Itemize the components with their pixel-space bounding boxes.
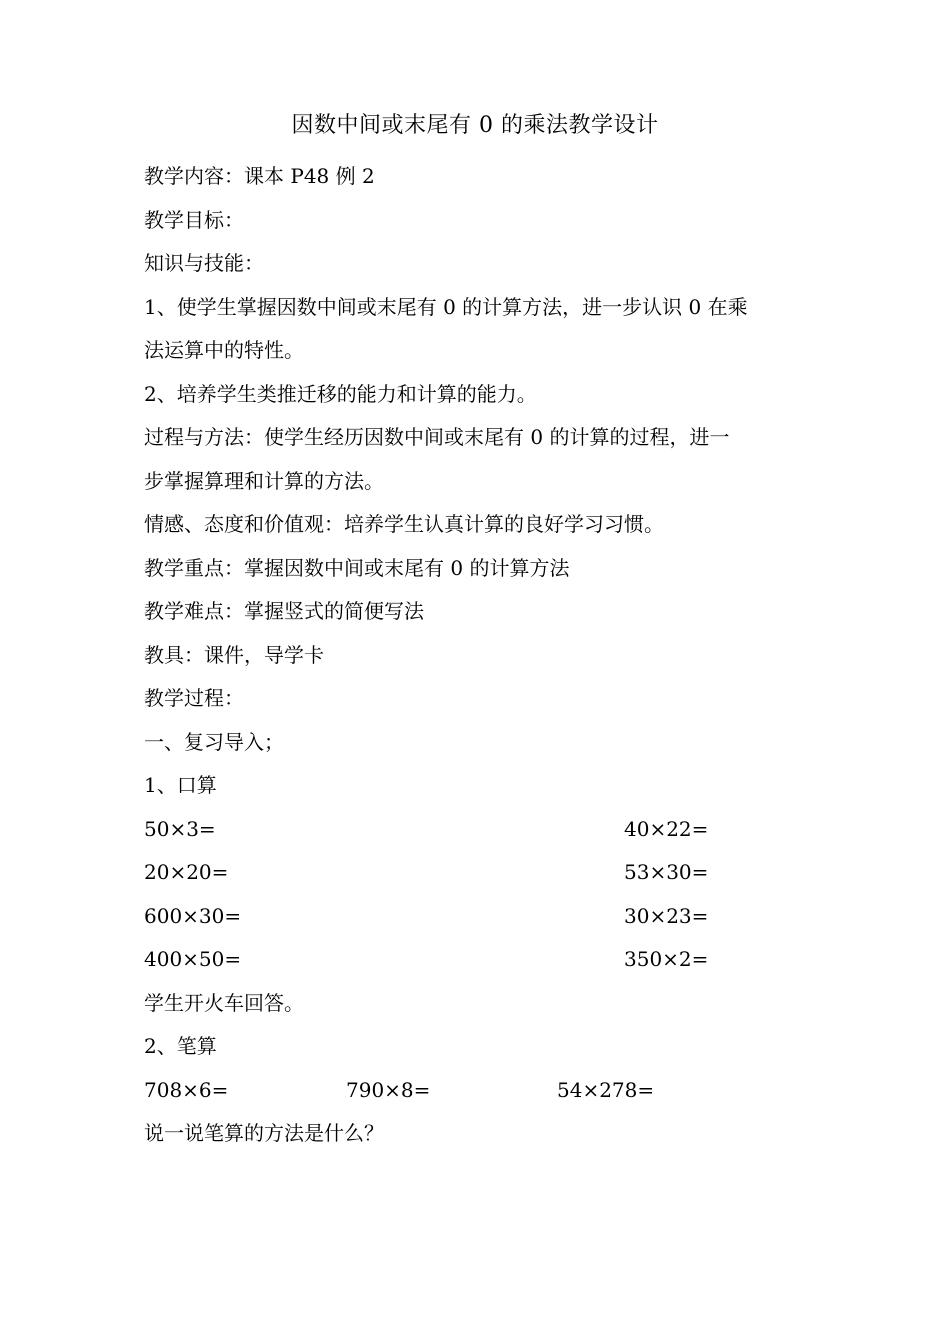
oral-item: 40×22= (624, 816, 709, 841)
oral-item: 600×30= (144, 903, 242, 928)
goal-1-line-1: 1、使学生掌握因数中间或末尾有 0 的计算方法，进一步认识 0 在乘 (144, 294, 748, 319)
oral-row (144, 851, 814, 895)
process-method-line-1: 过程与方法：使学生经历因数中间或末尾有 0 的计算的过程，进一 (144, 425, 730, 449)
written-item: 54×278= (557, 1077, 655, 1102)
oral-item: 50×3= (144, 816, 216, 841)
written-item: 708×6= (144, 1077, 229, 1102)
goals-heading: 教学目标： (144, 207, 244, 232)
oral-heading: 1、口算 (144, 773, 217, 797)
oral-row (144, 938, 814, 982)
difficulty: 教学难点：掌握竖式的简便写法 (144, 599, 424, 623)
document-body (144, 155, 814, 1156)
oral-item: 53×30= (624, 860, 709, 884)
oral-row (144, 808, 814, 852)
oral-item: 30×23= (624, 903, 709, 928)
key-point: 教学重点：掌握因数中间或末尾有 0 的计算方法 (144, 555, 570, 580)
goal-1-line-2: 法运算中的特性。 (144, 338, 304, 362)
goal-2: 2、培养学生类推迁移的能力和计算的能力。 (144, 381, 537, 406)
knowledge-heading: 知识与技能： (144, 251, 264, 275)
attitude-goal: 情感、态度和价值观：培养学生认真计算的良好学习习惯。 (144, 512, 664, 536)
teaching-content: 教学内容：课本 P48 例 2 (144, 164, 375, 188)
teaching-tools: 教具：课件，导学卡 (144, 642, 324, 667)
oral-note: 学生开火车回答。 (144, 990, 304, 1015)
oral-item: 350×2= (624, 947, 709, 971)
oral-item: 20×20= (144, 860, 229, 884)
discussion-question: 说一说笔算的方法是什么？ (144, 1121, 384, 1145)
written-row (144, 1069, 814, 1113)
process-heading: 教学过程： (144, 686, 244, 710)
oral-row (144, 895, 814, 939)
document-title: 因数中间或末尾有 0 的乘法教学设计 (291, 113, 659, 138)
written-item: 790×8= (346, 1077, 431, 1102)
process-method-line-2: 步掌握算理和计算的方法。 (144, 468, 384, 493)
written-heading: 2、笔算 (144, 1034, 217, 1058)
oral-item: 400×50= (144, 947, 242, 971)
review-heading: 一、复习导入； (144, 729, 284, 754)
